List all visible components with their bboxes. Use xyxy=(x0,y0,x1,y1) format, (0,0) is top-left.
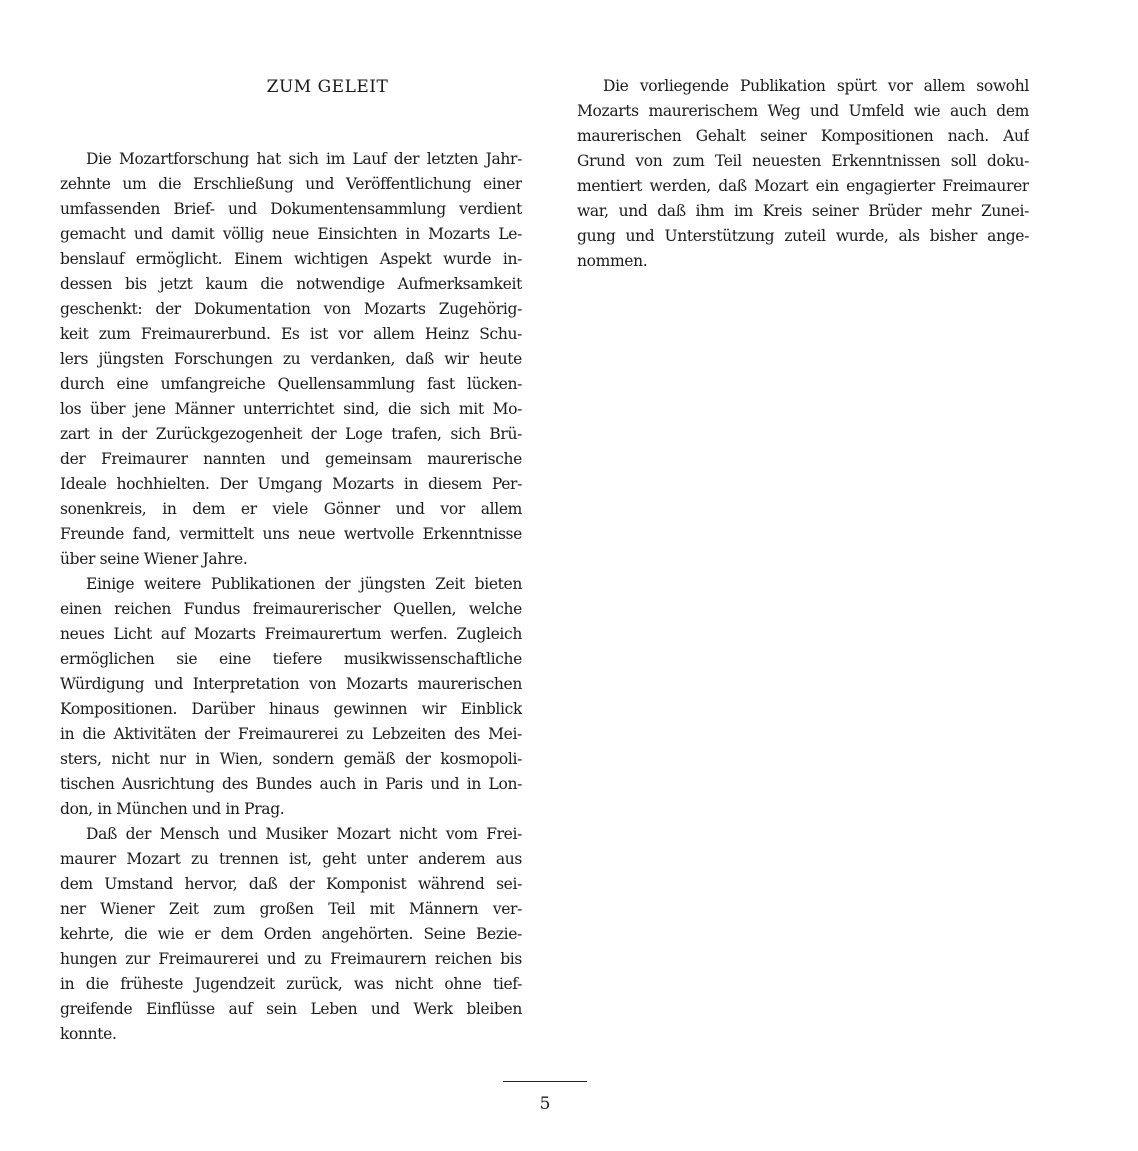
text-line: sters, nicht nur in Wien, sondern gemäß der kosmopoli- xyxy=(60,750,522,768)
text-line: hungen zur Freimaurerei und zu Freimaurern reichen bis xyxy=(60,950,522,968)
text-line: zart in der Zurückgezogenheit der Loge trafen, sich Brü- xyxy=(60,425,522,443)
text-line: benslauf ermöglicht. Einem wichtigen Aspekt wurde in- xyxy=(60,250,522,268)
text-line: neues Licht auf Mozarts Freimaurertum werfen. Zugleich xyxy=(60,625,522,643)
text-line: maurer Mozart zu trennen ist, geht unter anderem aus xyxy=(60,850,522,868)
text-line: nommen. xyxy=(577,252,648,270)
text-line: gemacht und damit völlig neue Einsichten in Mozarts Le- xyxy=(60,225,522,243)
text-line: einen reichen Fundus freimaurerischer Quellen, welche xyxy=(60,600,522,618)
footer-rule xyxy=(503,1081,587,1082)
text-line: Mozarts maurerischem Weg und Umfeld wie auch dem xyxy=(577,102,1029,120)
paragraph xyxy=(60,572,522,822)
text-line: Freunde fand, vermittelt uns neue wertvolle Erkenntnisse xyxy=(60,525,522,543)
text-line: greifende Einflüsse auf sein Leben und Werk bleiben xyxy=(60,1000,522,1018)
text-line: umfassenden Brief- und Dokumentensammlung verdient xyxy=(60,200,522,218)
text-line: don, in München und in Prag. xyxy=(60,800,285,818)
text-line: Die vorliegende Publikation spürt vor allem sowohl xyxy=(603,77,1029,95)
text-line: tischen Ausrichtung des Bundes auch in Paris und in Lon- xyxy=(60,775,522,793)
text-line: in die früheste Jugendzeit zurück, was nicht ohne tief- xyxy=(60,975,522,993)
text-line: maurerischen Gehalt seiner Kompositionen nach. Auf xyxy=(577,127,1029,145)
right-column xyxy=(577,74,1029,274)
text-line: über seine Wiener Jahre. xyxy=(60,550,248,568)
text-line: konnte. xyxy=(60,1025,117,1043)
text-line: Daß der Mensch und Musiker Mozart nicht vom Frei- xyxy=(86,825,522,843)
text-line: ermöglichen sie eine tiefere musikwissenschaftliche xyxy=(60,650,522,668)
text-line: ner Wiener Zeit zum großen Teil mit Männern ver- xyxy=(60,900,522,918)
text-line: Würdigung und Interpretation von Mozarts maurerischen xyxy=(60,675,522,693)
text-line: geschenkt: der Dokumentation von Mozarts Zugehörig- xyxy=(60,300,522,318)
text-line: kehrte, die wie er dem Orden angehörten. Seine Bezie- xyxy=(60,925,522,943)
text-line: Grund von zum Teil neuesten Erkenntnissen soll doku- xyxy=(577,152,1029,170)
text-line: keit zum Freimaurerbund. Es ist vor allem Heinz Schu- xyxy=(60,325,522,343)
text-line: Einige weitere Publikationen der jüngsten Zeit bieten xyxy=(86,575,522,593)
text-line: war, und daß ihm im Kreis seiner Brüder mehr Zunei- xyxy=(577,202,1029,220)
text-line: durch eine umfangreiche Quellensammlung fast lücken- xyxy=(60,375,522,393)
text-line: sonenkreis, in dem er viele Gönner und vor allem xyxy=(60,500,522,518)
text-line: mentiert werden, daß Mozart ein engagierter Freimaurer xyxy=(577,177,1029,195)
page-title: ZUM GELEIT xyxy=(266,77,389,97)
page-number: 5 xyxy=(539,1094,551,1114)
paragraph xyxy=(60,822,522,1047)
text-line: gung und Unterstützung zuteil wurde, als bisher ange- xyxy=(577,227,1029,245)
text-line: in die Aktivitäten der Freimaurerei zu Lebzeiten des Mei- xyxy=(60,725,522,743)
text-line: dem Umstand hervor, daß der Komponist während sei- xyxy=(60,875,522,893)
text-line: Die Mozartforschung hat sich im Lauf der letzten Jahr- xyxy=(86,150,522,168)
paragraph xyxy=(60,147,522,572)
text-line: Kompositionen. Darüber hinaus gewinnen wir Einblick xyxy=(60,700,522,718)
text-line: los über jene Männer unterrichtet sind, die sich mit Mo- xyxy=(60,400,522,418)
text-line: der Freimaurer nannten und gemeinsam maurerische xyxy=(60,450,522,468)
text-line: dessen bis jetzt kaum die notwendige Aufmerksamkeit xyxy=(60,275,522,293)
text-line: zehnte um die Erschließung und Veröffentlichung einer xyxy=(60,175,522,193)
text-line: Ideale hochhielten. Der Umgang Mozarts in diesem Per- xyxy=(60,475,522,493)
text-line: lers jüngsten Forschungen zu verdanken, daß wir heute xyxy=(60,350,522,368)
left-column xyxy=(60,147,522,1047)
paragraph xyxy=(577,74,1029,274)
